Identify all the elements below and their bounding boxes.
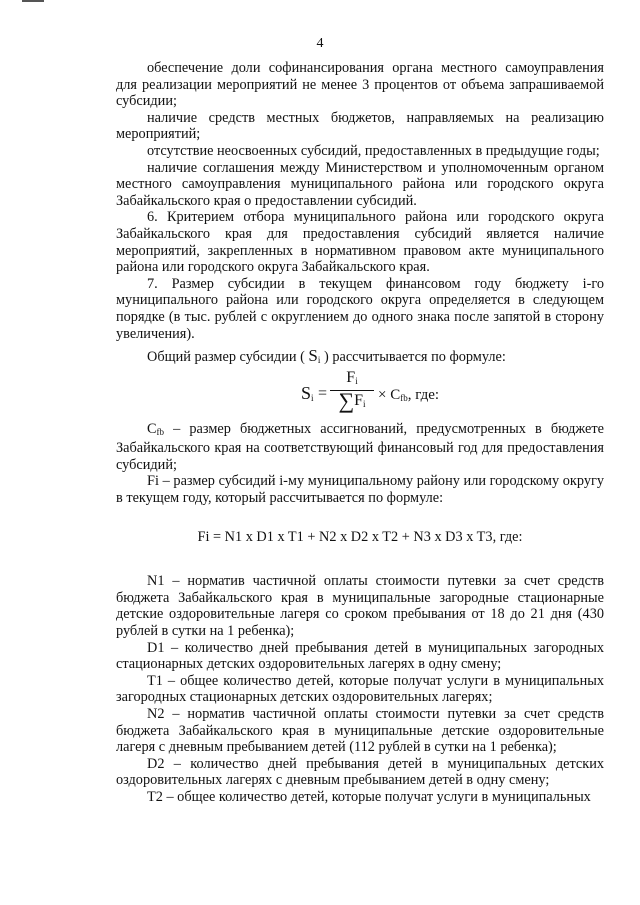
total-size-lead: Общий размер субсидии ( (147, 349, 305, 366)
page-number: 4 (316, 36, 324, 51)
document-body (116, 60, 604, 806)
symbol-s: S (308, 346, 318, 366)
formula-fi: Fi = N1 x D1 x T1 + N2 x D2 x T2 + N3 x D3 x T3, где: (197, 528, 523, 545)
formula-si-lhs: $S_i$ (301, 382, 314, 403)
formula-si-numerator: $F_i$ (330, 369, 374, 391)
cfb-symbol: $C_{fb}$ (147, 420, 165, 437)
definition-fi: Fi – размер субсидий i-му муниципальному району или городскому округу в текущем году, который рассчитывается по формуле: (116, 473, 604, 507)
paragraph-total-size (116, 348, 604, 369)
term-t1: T1 – общее количество детей, которые получат услуги в муниципальных загородных стационарных детских оздоровительных лагерях; (116, 672, 604, 706)
paragraph-criterion-6: 6. Критерием отбора муниципального района или городского округа Забайкальского края для предоставления субсидий является наличие мероприятий, закрепленных в нормативном правовом акте муниципального района или городского округа Забайкальского края. (116, 209, 604, 276)
cfb-text: – размер бюджетных ассигнований, предусмотренных в бюджете Забайкальского края на соответствующий финансовый год для предоставления субсидий; (116, 420, 604, 473)
formula-si (116, 369, 604, 421)
definition-cfb (116, 421, 604, 474)
paragraph-cofinancing: обеспечение доли софинансирования органа местного самоуправления для реализации мероприятий не менее 3 процентов от объема запрашиваемой субсидии; (116, 60, 604, 110)
paragraph-unused-subsidies: отсутствие неосвоенных субсидий, предоставленных в предыдущие годы; (147, 142, 600, 159)
formula-si-equals: = (318, 384, 328, 402)
paragraph-agreement: наличие соглашения между Министерством и уполномоченным органом местного самоуправления муниципального района или городского округа Забайкальского края о предоставлении субсидий. (116, 159, 604, 209)
term-n2: N2 – норматив частичной оплаты стоимости путевки за счет средств бюджета Забайкальского края в муниципальные детские оздоровительные лагеря с дневным пребыванием детей (112 рублей в сутки на 1 ребенка); (116, 706, 604, 756)
term-t2: T2 – общее количество детей, которые получат услуги в муниципальных (147, 788, 591, 805)
term-d2: D2 – количество дней пребывания детей в муниципальных детских оздоровительных лагерях с дневным пребыванием детей в одну смену; (116, 755, 604, 789)
total-size-tail: ) рассчитывается по формуле: (323, 349, 506, 366)
corner-mark (22, 0, 44, 2)
paragraph-size-7: 7. Размер субсидии в текущем финансовом году бюджету i-го муниципального района или городского округа определяется в следующем порядке (в тыс. рублей с округлением до одного знака после запятой в сторону увеличения). (116, 275, 604, 342)
formula-si-rest: × $C_{fb}$, где: (378, 386, 440, 403)
term-d1: D1 – количество дней пребывания детей в муниципальных загородных стационарных детских оздоровительных лагерях в одну смену; (116, 639, 604, 673)
formula-si-fraction (330, 369, 374, 414)
formula-si-denominator: $\sum F_i$ (338, 387, 366, 413)
term-n1: N1 – норматив частичной оплаты стоимости путевки за счет средств бюджета Забайкальского края в муниципальные загородные стационарные детские оздоровительные лагеря со сроком пребывания от 18 до 21 дня (430 рублей в сутки на 1 ребенка); (116, 573, 604, 640)
symbol-s-sub: i (317, 355, 321, 366)
paragraph-local-budgets: наличие средств местных бюджетов, направляемых на реализацию мероприятий; (116, 109, 604, 143)
